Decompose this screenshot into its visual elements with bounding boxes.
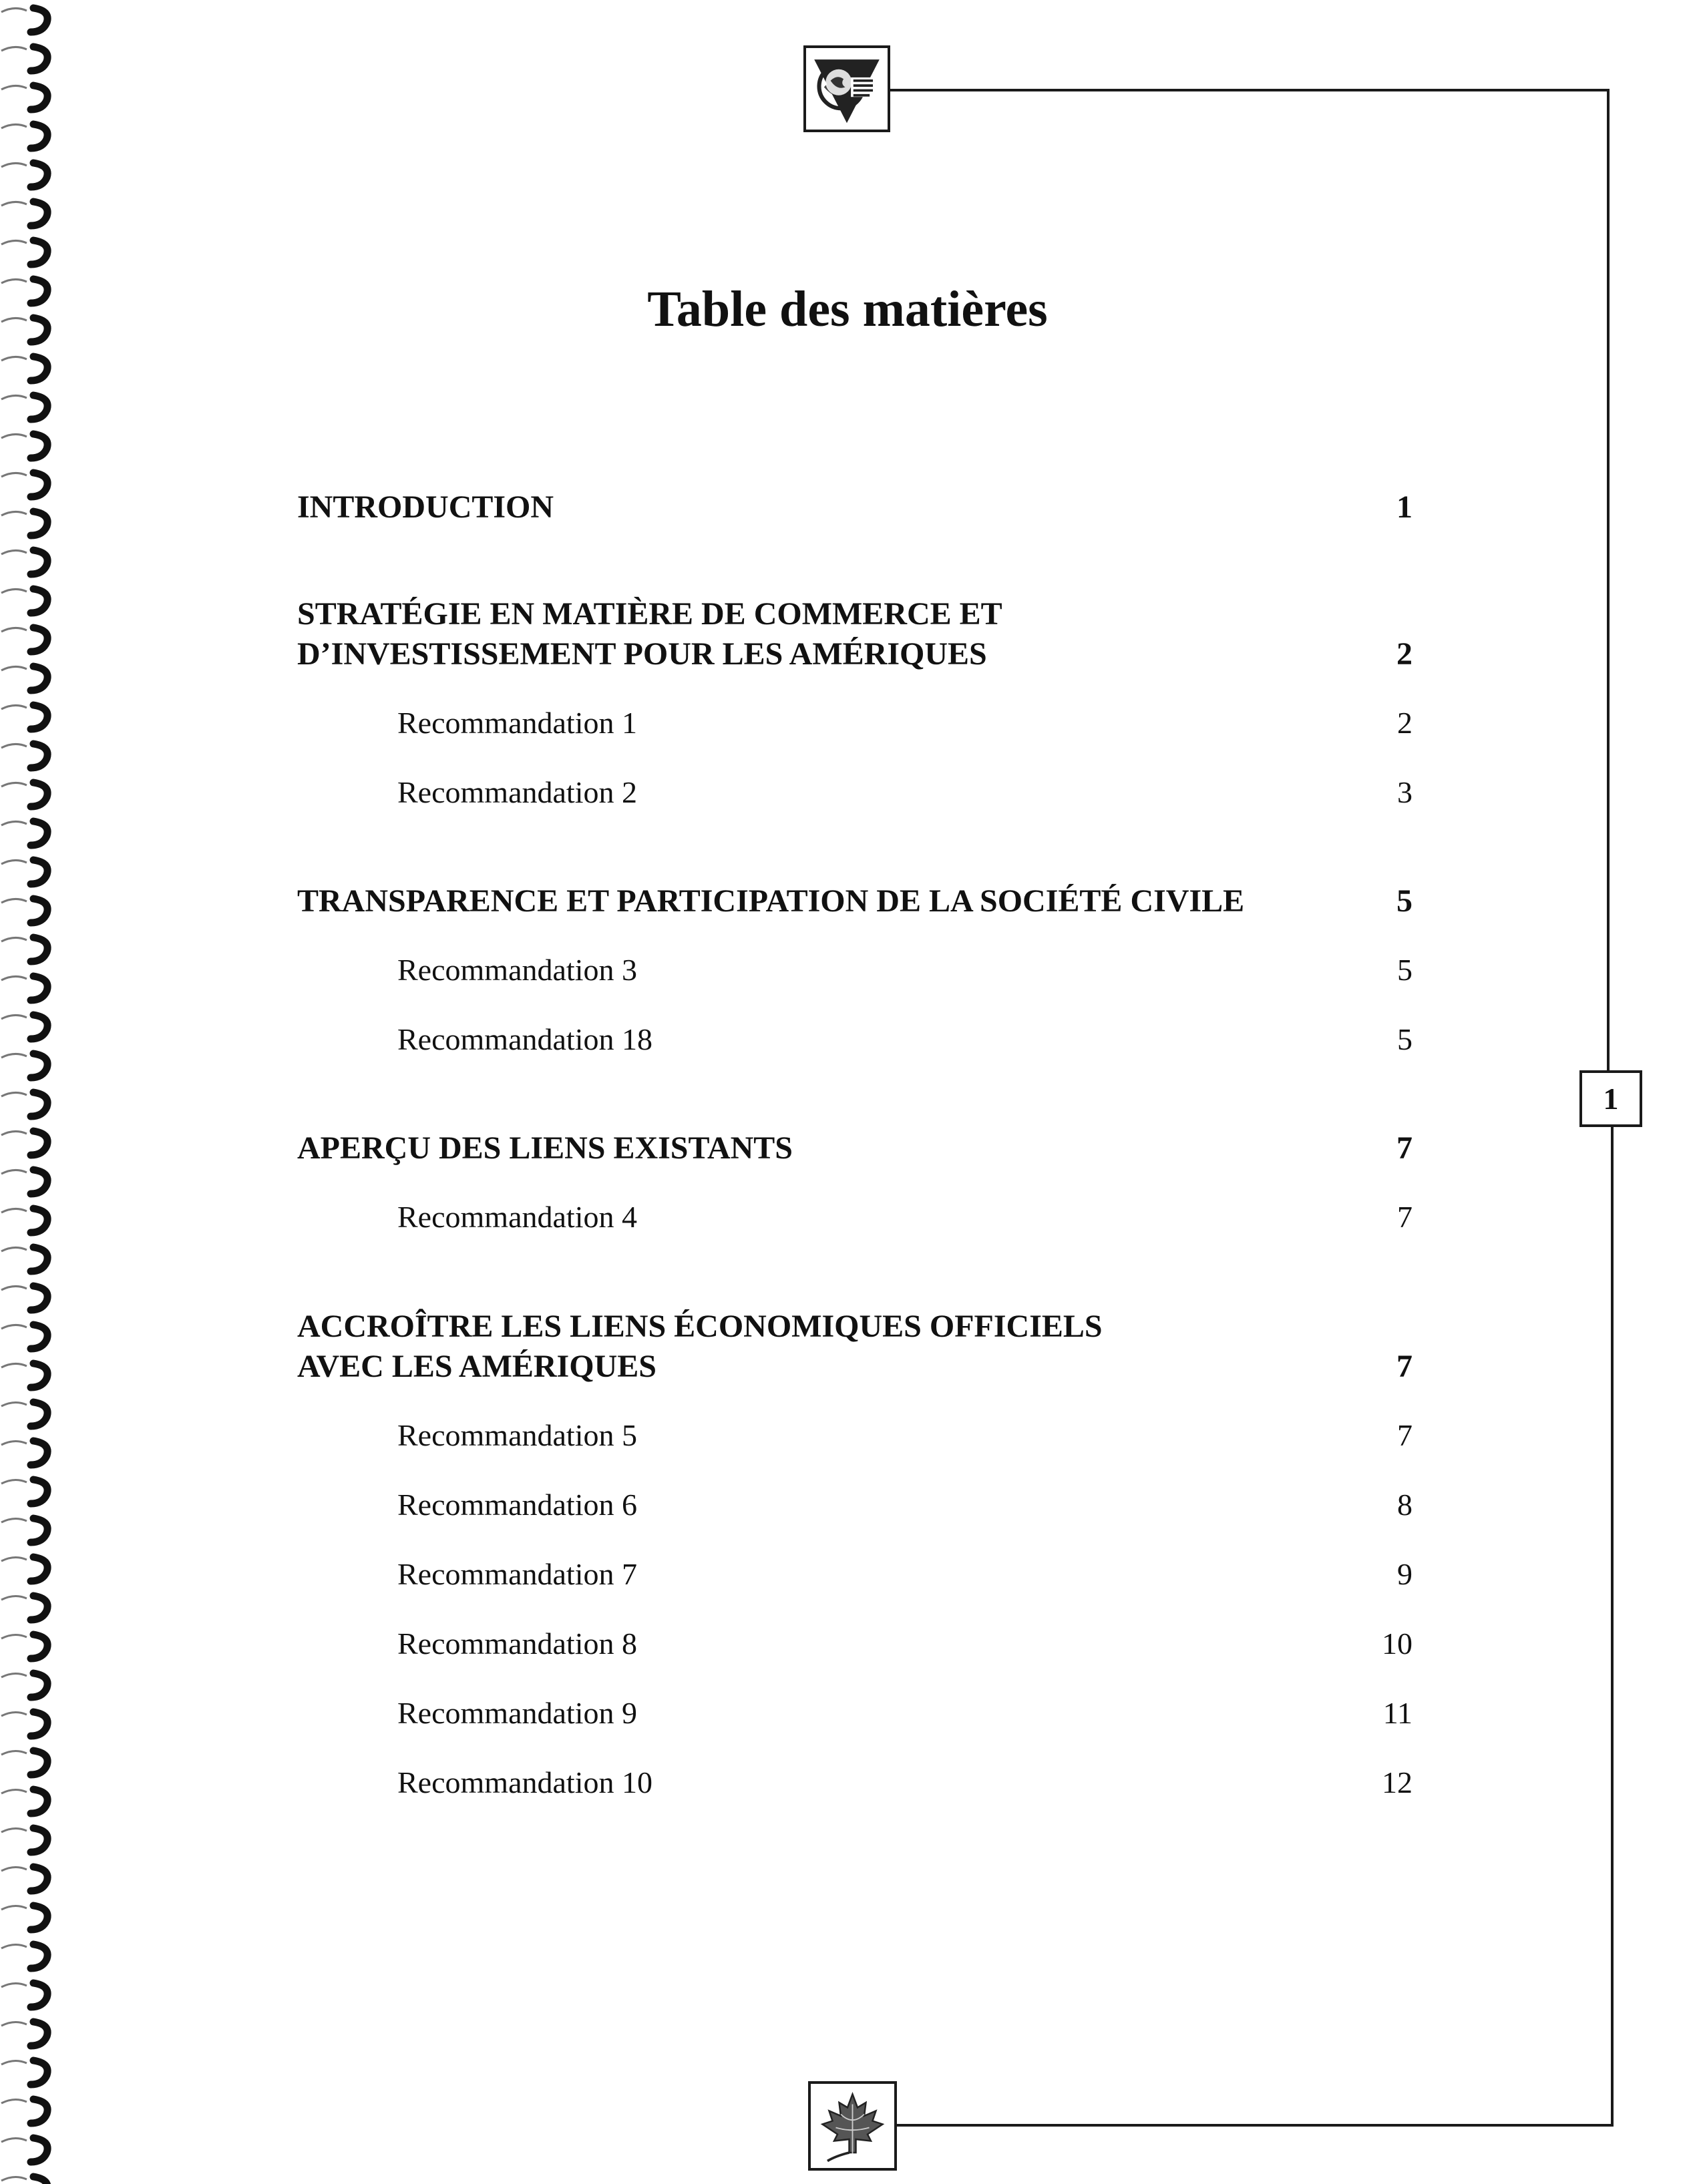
toc-entry-label: Recommandation 9 <box>397 1696 637 1730</box>
toc-entry-page: 5 <box>1397 1022 1412 1056</box>
spiral-coil <box>1 85 47 110</box>
toc-subentry <box>297 1626 1412 1664</box>
toc-entry-page: 11 <box>1382 1696 1412 1730</box>
toc-entry-page: 1 <box>1396 489 1412 525</box>
spiral-coil <box>1 1286 47 1310</box>
spiral-coil <box>1 1131 47 1155</box>
spiral-coil <box>1 8 47 32</box>
spiral-coil <box>1 937 47 961</box>
toc-entry-label: Recommandation 1 <box>397 706 637 740</box>
spiral-coil <box>1 628 47 652</box>
page-number-badge <box>1579 1070 1642 1127</box>
toc-entry-label: STRATÉGIE EN MATIÈRE DE COMMERCE ET D’INVESTISSEMENT POUR LES AMÉRIQUES <box>297 596 1002 672</box>
toc-entry-label: Recommandation 7 <box>397 1557 637 1591</box>
frame-line-right-upper <box>1607 89 1610 1070</box>
toc-entry-page: 12 <box>1382 1765 1412 1799</box>
toc-entry-page: 10 <box>1382 1626 1412 1661</box>
toc-subentry <box>297 1022 1412 1060</box>
spiral-coil <box>1 47 47 71</box>
toc-entry-label: Recommandation 4 <box>397 1200 637 1234</box>
spiral-coil <box>1 2060 47 2085</box>
toc-subentry <box>297 953 1412 990</box>
spiral-coil <box>1 395 47 419</box>
spiral-coil <box>1 511 47 535</box>
toc-entry-page: 5 <box>1396 883 1412 919</box>
toc-entry-label: Recommandation 2 <box>397 775 637 809</box>
spiral-coil <box>1 1751 47 1775</box>
spiral-coil <box>1 1712 47 1736</box>
spiral-coil <box>1 357 47 381</box>
toc-subentry <box>297 1765 1412 1803</box>
toc-subentry <box>297 706 1412 743</box>
toc-entry-page: 7 <box>1396 1349 1412 1384</box>
spiral-coil <box>1 705 47 729</box>
spiral-coil <box>1 1867 47 1891</box>
spiral-coil <box>1 821 47 845</box>
spiral-coil <box>1 240 47 264</box>
spiral-coil <box>1 1015 47 1039</box>
toc-entry-label: Recommandation 5 <box>397 1418 637 1452</box>
toc-section-entry <box>297 596 1412 674</box>
toc-entry-page: 2 <box>1396 636 1412 672</box>
spiral-coil <box>1 1557 47 1581</box>
toc-entry-page: 3 <box>1397 775 1412 809</box>
spiral-coil <box>1 1363 47 1387</box>
toc-section-entry <box>297 1130 1412 1168</box>
toc-section-entry <box>297 883 1412 921</box>
toc-entry-page: 2 <box>1397 706 1412 740</box>
spiral-coil <box>1 1906 47 1930</box>
page-number: 1 <box>1603 1082 1619 1116</box>
toc-entry-page: 8 <box>1397 1488 1412 1522</box>
spiral-coil <box>1 860 47 884</box>
toc-subentry <box>297 1696 1412 1733</box>
maple-leaf-icon <box>808 2081 897 2171</box>
spiral-coil <box>1 1054 47 1078</box>
toc-section-entry <box>297 489 1412 527</box>
spiral-coil <box>1 1983 47 2007</box>
toc-entry-label: ACCROÎTRE LES LIENS ÉCONOMIQUES OFFICIELS AVEC LES AMÉRIQUES <box>297 1309 1103 1384</box>
spiral-coil <box>1 1209 47 1233</box>
spiral-coil <box>1 1634 47 1659</box>
toc-entry-page: 5 <box>1397 953 1412 987</box>
spiral-coil <box>1 1828 47 1852</box>
spiral-coil <box>1 2099 47 2123</box>
spiral-coil <box>1 202 47 226</box>
spiral-coil <box>1 1944 47 1968</box>
toc-entry-page: 7 <box>1396 1130 1412 1166</box>
toc-subentry <box>297 1200 1412 1237</box>
toc-subentry <box>297 1488 1412 1525</box>
spiral-coil <box>1 1480 47 1504</box>
toc-entry-label: Recommandation 18 <box>397 1022 652 1056</box>
spiral-coil <box>1 2022 47 2046</box>
toc-entry-page: 7 <box>1397 1200 1412 1234</box>
spiral-coil <box>1 2177 47 2184</box>
toc-subentry <box>297 1418 1412 1456</box>
spiral-coil <box>1 1092 47 1116</box>
committee-logo-icon <box>803 45 890 132</box>
frame-line-bottom <box>897 2124 1614 2127</box>
toc-entry-page: 9 <box>1397 1557 1412 1591</box>
spiral-coil <box>1 1247 47 1271</box>
spiral-coil <box>1 1170 47 1194</box>
spiral-coil <box>1 1441 47 1465</box>
frame-line-top <box>890 89 1610 91</box>
spiral-coil <box>1 1518 47 1542</box>
spiral-coil <box>1 1789 47 1813</box>
spiral-coil <box>1 589 47 613</box>
spiral-coil <box>1 1402 47 1426</box>
spiral-coil <box>1 1325 47 1349</box>
toc-entry-label: Recommandation 10 <box>397 1765 652 1799</box>
toc-entry-label: APERÇU DES LIENS EXISTANTS <box>297 1130 793 1166</box>
toc-entry-page: 7 <box>1397 1418 1412 1452</box>
spiral-coil <box>1 550 47 574</box>
toc-entry-label: INTRODUCTION <box>297 489 554 525</box>
toc-entry-label: TRANSPARENCE ET PARTICIPATION DE LA SOCIÉTÉ CIVILE <box>297 883 1245 919</box>
spiral-coil <box>1 163 47 187</box>
page-title: Table des matières <box>647 281 1048 337</box>
toc-subentry <box>297 1557 1412 1594</box>
spiral-coil <box>1 666 47 690</box>
spiral-coil <box>1 899 47 923</box>
spiral-coil <box>1 744 47 768</box>
toc-entry-label: Recommandation 8 <box>397 1626 637 1661</box>
spiral-coil <box>1 976 47 1000</box>
toc-section-entry <box>297 1309 1412 1387</box>
frame-line-right-lower <box>1611 1127 1614 2127</box>
spiral-coil <box>1 2138 47 2162</box>
spiral-coil <box>1 1596 47 1620</box>
toc-subentry <box>297 775 1412 813</box>
spiral-coil <box>1 434 47 458</box>
toc-entry-label: Recommandation 6 <box>397 1488 637 1522</box>
spiral-coil <box>1 124 47 148</box>
spiral-coil <box>1 473 47 497</box>
spiral-coil <box>1 1673 47 1697</box>
spiral-coil <box>1 783 47 807</box>
toc-entry-label: Recommandation 3 <box>397 953 637 987</box>
